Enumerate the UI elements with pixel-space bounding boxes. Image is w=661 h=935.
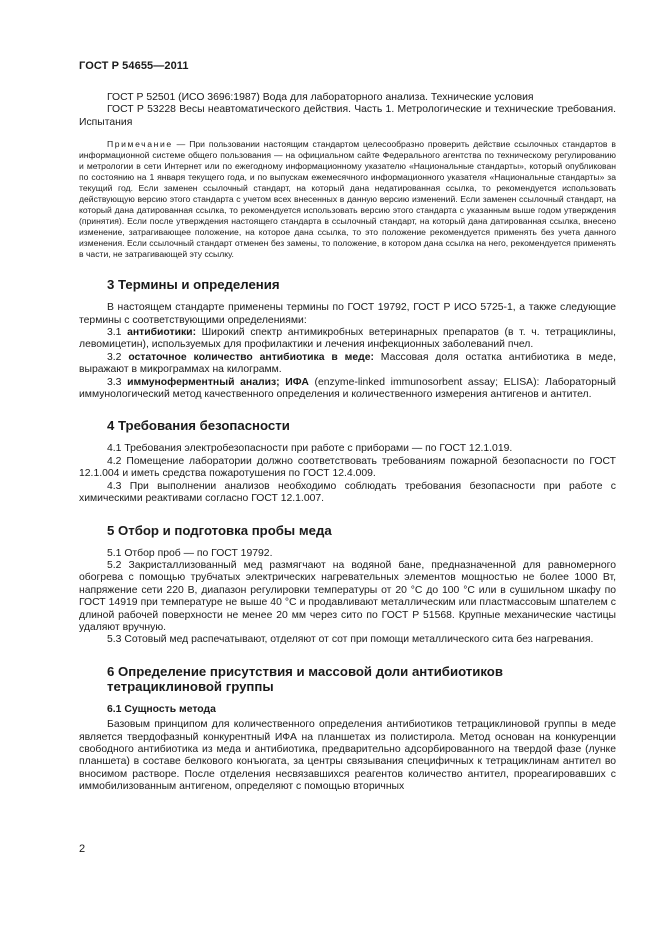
clause: 4.1 Требования электробезопасности при работе с приборами — по ГОСТ 12.1.019. bbox=[107, 443, 513, 455]
note-label: Примечание bbox=[107, 139, 173, 150]
term-name: остаточное количество антибиотика в меде: bbox=[128, 351, 374, 363]
document-code-header: ГОСТ Р 54655—2011 bbox=[79, 60, 189, 72]
section-4-heading: 4 Требования безопасности bbox=[107, 418, 290, 434]
page-body bbox=[79, 92, 616, 794]
clause: 4.3 При выполнении анализов необходимо соблюдать требования безопасности при работе с химическими реактивами согласно ГОСТ 12.1.007. bbox=[79, 480, 616, 505]
clause: 4.2 Помещение лаборатории должно соответствовать требованиям пожарной безопасности по ГОСТ 12.1.004 и иметь средства пожаротушения по ГОСТ 12.4.009. bbox=[79, 455, 616, 480]
term-name: иммуноферментный анализ; ИФА bbox=[127, 376, 309, 388]
subsection-6-1-heading: 6.1 Сущность метода bbox=[107, 703, 216, 715]
clause: 5.2 Закристаллизованный мед размягчают на водяной бане, предназначенной для равномерного обогрева с помощью трубчатых электрических нагревательных элементов мощностью не более 1000 Вт, напряжение сети 220 В, диапазон регулировки температуры от 20 °С до 100 °С или в сушильном шкафу по ГОСТ 14919 при температуре не выше 40 °С и продавливают металлическим или пластмассовым шпателем с длиной рабочей поверхности не менее 20 мм через сито по ГОСТ Р 51568. Крупные механические частицы удаляют вручную. bbox=[79, 559, 616, 633]
reference-item: ГОСТ Р 53228 Весы неавтоматического действия. Часть 1. Метрологические и технические требования. Испытания bbox=[79, 104, 616, 128]
clause: Базовым принципом для количественного определения антибиотиков тетрациклиновой группы в меде является твердофазный конкурентный ИФА на планшетах из полистирола. Метод основан на конкуренции свободного антибиотика из меда и антибиотика, предварительно адсорбированного на твердой фазе (лунке планшета) в составе белкового конъюгата, за центры связывания специфичных к тетрациклинам антител во вносимом растворе. После отделения несвязавшихся реагентов количество антител, прореагировавших с иммобилизованным антигеном, определяют с помощью вторичных bbox=[79, 719, 616, 793]
term-definition: 3.2 остаточное количество антибиотика в меде: Массовая доля остатка антибиотика в меде, выражают в микрограммах на килограмм. bbox=[79, 351, 616, 376]
note-block bbox=[79, 139, 616, 260]
term-definition: 3.3 иммуноферментный анализ; ИФА (enzyme-linked immunosorbent assay; ELISA): Лабораторный иммунологический метод качественного определения и количественного измерения антигенов и антител. bbox=[79, 376, 616, 401]
reference-item: ГОСТ Р 52501 (ИСО 3696:1987) Вода для лабораторного анализа. Технические условия bbox=[107, 92, 534, 103]
term-definition: 3.1 антибиотики: Широкий спектр антимикробных ветеринарных препаратов (в т. ч. тетрациклины, левомицетин), используемых для профилактики и лечения инфекционных заболеваний пчел. bbox=[79, 327, 616, 351]
section-5-heading: 5 Отбор и подготовка пробы меда bbox=[107, 522, 332, 538]
term-name: антибиотики: bbox=[127, 327, 197, 339]
section-3-intro: В настоящем стандарте применены термины по ГОСТ 19792, ГОСТ Р ИСО 5725-1, а также следующие термины с соответствующими определениями: bbox=[79, 302, 616, 326]
note-text: — При пользовании настоящим стандартом целесообразно проверить действие ссылочных стандартов в информационной системе общего пользования — на официальном сайте Федерального агентства по техническому регулированию и метрологии в сети Интернет или по ежегодному информационному указателю «Национальные стандарты», который опубликован по состоянию на 1 января текущего года, и по выпускам ежемесячного информационного указателя «Национальные стандарты» за текущий год. Если заменен ссылочный стандарт, на который дана недатированная ссылка, то рекомендуется использовать действующую версию этого стандарта с учетом всех внесенных в данную версию изменений. Если заменен ссылочный стандарт, на который дана датированная ссылка, то рекомендуется использовать версию этого стандарта с указанным выше годом утверждения (принятия). Если после утверждения настоящего стандарта в ссылочный стандарт, на который дана датированная ссылка, внесено изменение, затрагивающее положение, на которое дана ссылка, то это положение рекомендуется применять без учета данного изменения. Если ссылочный стандарт отменен без замены, то положение, в котором дана ссылка на него, рекомендуется применять в части, не затрагивающей эту ссылку. bbox=[79, 139, 616, 260]
page-number: 2 bbox=[79, 843, 86, 855]
clause: 5.1 Отбор проб — по ГОСТ 19792. bbox=[107, 547, 273, 559]
clause: 5.3 Сотовый мед распечатывают, отделяют от сот при помощи металлического сита без нагревания. bbox=[107, 634, 594, 646]
section-6-heading: 6 Определение присутствия и массовой доли антибиотиков тетрациклиновой группы bbox=[107, 663, 503, 694]
section-3-heading: 3 Термины и определения bbox=[107, 277, 280, 293]
